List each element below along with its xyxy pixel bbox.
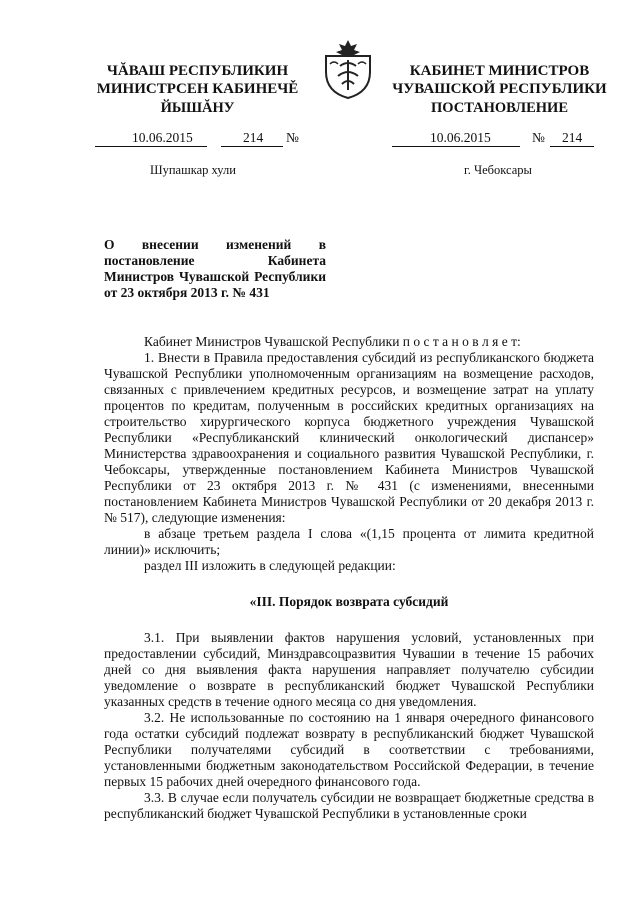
right-date: 10.06.2015: [430, 130, 491, 145]
right-city: г. Чебоксары: [464, 163, 532, 177]
intro-paragraph: Кабинет Министров Чувашской Республики п о с т а н о в л я е т:: [144, 334, 521, 349]
left-date: 10.06.2015: [132, 130, 193, 145]
left-number-sign: №: [286, 130, 299, 145]
left-number: 214: [243, 130, 264, 145]
header-right-line2: ЧУВАШСКОЙ РЕСПУБЛИКИ: [392, 81, 607, 97]
header-left-line1: ЧĂВАШ РЕСПУБЛИКИН: [106, 63, 289, 79]
header-left-line2: МИНИСТРСЕН КАБИНЕЧĚ: [96, 81, 299, 97]
section-heading: «III. Порядок возврата субсидий: [249, 594, 449, 609]
paragraph-3: раздел III изложить в следующей редакции:: [144, 558, 396, 573]
header-left-title: [95, 62, 300, 98]
left-city: Шупашкар хули: [150, 163, 236, 177]
document-body: [104, 334, 594, 822]
header-right-doctype: ПОСТАНОВЛЕНИЕ: [430, 100, 568, 116]
header-left-doctype: ЙЫШĂНУ: [160, 100, 235, 116]
chuvash-republic-emblem-icon: [318, 38, 378, 100]
header-right-title: [392, 62, 607, 98]
right-number: 214: [562, 130, 583, 145]
paragraph-3-2: 3.2. Не использованные по состоянию на 1 января очередного финансового года остатки субсидий подлежат возврату в республиканский бюджет Чувашской Республики получателями субсидий в соответствии с требованиями, установленными бюджетным законодательством Российской Федерации, в течение первых 15 рабочих дней очередного финансового года.: [104, 710, 594, 789]
paragraph-3-1: 3.1. При выявлении фактов нарушения условий, установленных при предоставлении субсидий, Минздравсоцразвития Чувашии в течение 15 рабочих дней со дня выявления факта нарушения направляет получателю субсидии уведомление о возврате в республиканский бюджет Чувашской Республики указанных средств в течение одного месяца со дня уведомления.: [104, 630, 594, 709]
left-number-line: [95, 131, 310, 147]
right-number-line: [392, 131, 607, 147]
document-title: О внесении изменений в постановление Кабинета Министров Чувашской Республики от 23 октября 2013 г. № 431: [104, 237, 326, 300]
paragraph-3-3: 3.3. В случае если получатель субсидии не возвращает бюджетные средства в республиканский бюджет Чувашской Республики в установленные сроки: [104, 790, 594, 821]
right-number-sign: №: [532, 130, 545, 145]
paragraph-2: в абзаце третьем раздела I слова «(1,15 процента от лимита кредитной линии)» исключить;: [104, 526, 594, 557]
header-right-line1: КАБИНЕТ МИНИСТРОВ: [409, 63, 590, 79]
paragraph-1: 1. Внести в Правила предоставления субсидий из республиканского бюджета Чувашской Республики уполномоченным организациям на возмещение расходов, связанных с привлечением кредитных ресурсов, и возмещение затрат на уплату процентов по кредитам, полученным в российских кредитных организациях на строительство хирургического корпуса бюджетного учреждения Чувашской Республики «Республиканский клинический онкологический диспансер» Министерства здравоохранения и социального развития Чувашской Республики, г. Чебоксары, утвержденные постановлением Кабинета Министров Чувашской Республики от 23 октября 2013 г. № 431 (с изменениями, внесенными постановлением Кабинета Министров Чувашской Республики от 20 декабря 2013 г. № 517), следующие изменения:: [104, 350, 594, 525]
